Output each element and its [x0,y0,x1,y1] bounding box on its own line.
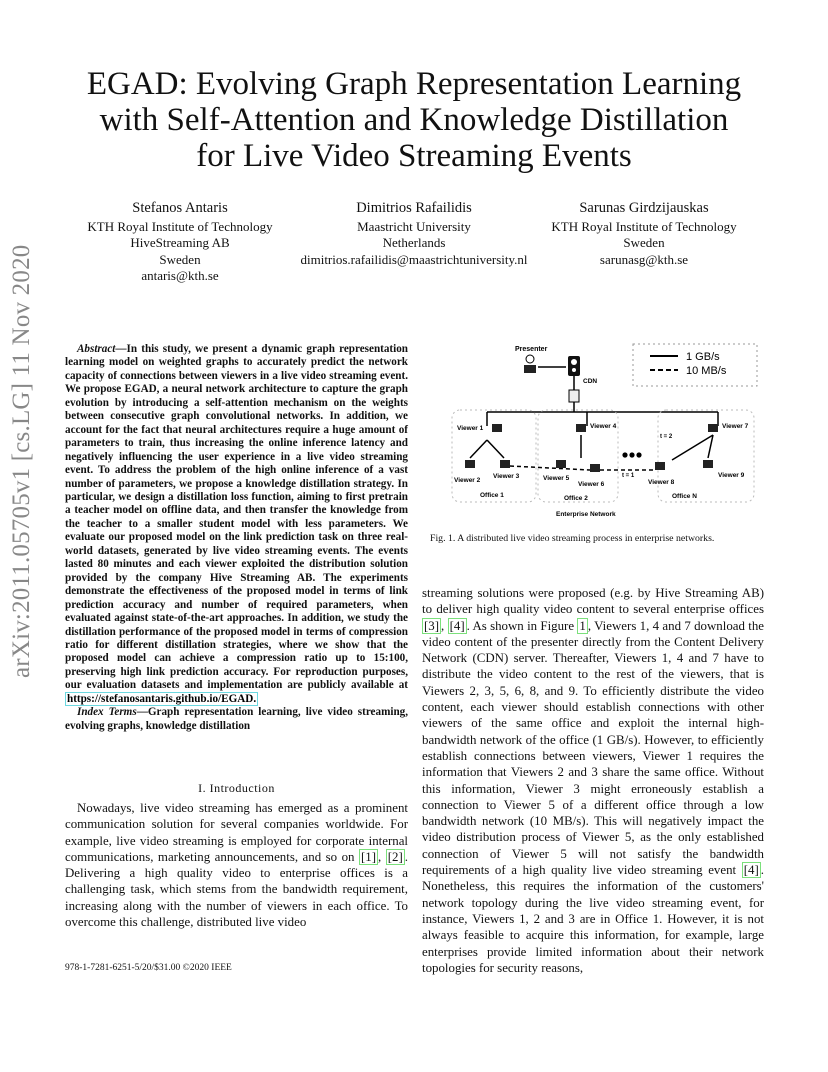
abstract [65,343,408,733]
body-text: . Nonetheless, this requires the information of the customers' network topology during the live video streaming event, for instance, Viewers 1, 2 and 3 are in Office 1. However, it is not always feasible to acquire this information, for example, large enterprises provide limited information about their network topologies for security reasons, [422,863,764,975]
office-label: Office 1 [480,492,504,499]
citation-link[interactable]: [2] [387,849,403,864]
author-email: antaris@kth.se [141,268,219,283]
body-text: , Viewers 1, 4 and 7 download the video content of the presenter directly from the Content Delivery Network (CDN) server. Thereafter, Viewers 1, 4 and 7 have to distribute the video content to the rest of the viewers, that is Viewers 2, 3, 5, 6, 8, and 9. To efficiently distribute the video content, each viewer should establish connections with other viewers of the same office and exploit the internal high-bandwidth network of the office (1 GB/s). However, to efficiently establish connections between viewers, Viewer 1 requires the information that Viewers 2 and 3 share the same office. Without this information, Viewer 3 might erroneously establish a connection to Viewer 5 of a different office through a low bandwidth network (10 MB/s). This will negatively impact the video distribution process of Viewer 5, as the only established connection of Viewer 5 will not satisfy the bandwidth requirements of a high quality live video streaming event [422,618,764,878]
viewer-label: Viewer 3 [493,473,520,480]
viewer-label: Viewer 2 [454,477,481,484]
author-name: Stefanos Antaris [132,200,228,216]
viewer-computer-icon [590,464,600,472]
body-text: . As shown in Figure [466,618,578,633]
viewer-label: Viewer 1 [457,425,484,432]
author-block [294,200,534,268]
viewer-label: Viewer 6 [578,481,605,488]
paper-title [40,66,788,174]
title-line: with Self-Attention and Knowledge Distillation [99,102,729,138]
author-block [534,200,754,268]
index-terms-label: Index Terms [77,706,137,719]
office1-link [470,440,487,458]
figure-caption: Fig. 1. A distributed live video streaming process in enterprise networks. [430,533,715,544]
time-label: t = 2 [660,434,673,440]
body-text: . Delivering a high quality video to enterprise offices is a challenging task, which stems from the bandwidth requirement, increasing along with the number of viewers in each office. To overcome this challenge, distributed live video [65,849,408,930]
viewer-label: Viewer 4 [590,423,617,430]
ellipsis-dot [622,452,627,457]
camera-icon [568,356,580,376]
abstract-text: —In this study, we present a dynamic graph representation learning model on weighted graphs to accurately predict the network capacity of connections between viewers in a live video streaming event. We propose EGAD, a neural network architecture to capture the graph evolution by introducing a self-attention mechanism on the weights between consecutive graph convolutional networks. In addition, we account for the fact that neural architectures require a huge amount of parameters to train, thus increasing the online inference latency and negatively influencing the user experience in a live video streaming event. To address the problem of the high online inference of a vast number of parameters, we propose a knowledge distillation strategy. In particular, we design a distillation loss function, aiming to first pretrain a teacher model on offline data, and then transfer the knowledge from the teacher to a smaller student model with less parameters. We evaluate our proposed model on the link prediction task on three real-world datasets, generated by live video streaming events. The events lasted 80 minutes and each viewer exploited the distribution solution provided by the company Hive Streaming AB. The experiments demonstrate the effectiveness of the proposed model in terms of link prediction accuracy and number of required parameters, when evaluated against state-of-the-art approaches. In addition, we study the distillation performance of the proposed model in terms of compression ratio for different distillation strategies, where we show that the proposed model can achieve a compression ratio up to 15:100, preserving high link prediction accuracy. For reproduction purposes, our evaluation datasets and implementation are publicly available at [65,343,408,692]
viewer-label: Viewer 8 [648,479,675,486]
cdn-label: CDN [583,378,598,385]
legend-solid-label: 1 GB/s [686,351,720,363]
section-heading: I. Introduction [198,781,275,795]
viewer-label: Viewer 7 [722,423,749,430]
citation-link[interactable]: [1] [360,849,377,864]
figure-link[interactable]: 1 [579,618,586,633]
author-affiliation: HiveStreaming AB [130,235,230,250]
viewer-computer-icon [500,460,510,468]
office-label: Office 2 [564,495,588,502]
citation-link[interactable]: [4] [743,863,759,878]
author-name: Dimitrios Rafailidis [356,200,472,216]
viewer-computer-icon [708,424,718,432]
cross-office-link [510,466,590,470]
viewer-label: Viewer 9 [718,472,745,479]
author-country: Sweden [623,235,665,250]
author-affiliation: KTH Royal Institute of Technology [551,218,737,234]
ellipsis-dot [629,452,634,457]
author-affiliation: KTH Royal Institute of Technology [87,218,273,234]
author-name: Sarunas Girdzijauskas [579,200,709,216]
body-text: , [441,618,448,633]
officeN-link [672,435,713,460]
viewer-computer-icon [492,424,502,432]
cdn-server-icon [569,390,579,402]
author-email: sarunasg@kth.se [599,251,689,267]
legend-dashed-label: 10 MB/s [686,365,727,377]
citation-link[interactable]: [3] [424,618,440,633]
citation-link[interactable]: [4] [449,618,465,633]
ellipsis-dot [636,452,641,457]
arxiv-stamp: arXiv:2011.05705v1 [cs.LG] 11 Nov 2020 [8,244,35,678]
viewer-computer-icon [655,462,665,470]
office-label: Office N [672,493,697,500]
presenter-label: Presenter [515,346,548,353]
index-terms: —Graph representation learning, live video streaming, evolving graphs, knowledge distillation [65,706,409,732]
viewer-computer-icon [465,460,475,468]
author-country: Netherlands [382,235,446,250]
viewer-computer-icon [556,460,566,468]
presenter-icon [524,355,536,373]
title-line: EGAD: Evolving Graph Representation Learning [86,66,742,102]
office1-link [487,440,504,458]
abstract-label: Abstract [77,343,116,355]
author-email: dimitrios.rafailidis@maastrichtuniversity.nl [300,251,528,267]
office-1-box [452,410,536,502]
network-figure [450,340,760,520]
body-text: streaming solutions were proposed (e.g. by Hive Streaming AB) to deliver high quality video content to several enterprise offices [422,586,764,617]
body-text: , [378,849,386,864]
intro-right-column [422,585,764,976]
body-text: Nowadays, live video streaming has emerged as a prominent communication solution for several companies worldwide. For example, live video streaming is employed for corporate internal communications, marketing announcements, and so on [65,801,408,864]
author-block [70,200,290,285]
author-country: Sweden [159,251,201,267]
title-line: for Live Video Streaming Events [196,138,632,174]
viewer-label: Viewer 5 [543,475,570,482]
author-affiliation: Maastricht University [357,218,471,234]
viewer-computer-icon [703,460,713,468]
time-label: t = 1 [622,473,635,479]
dataset-link[interactable]: https://stefanosantaris.github.io/EGAD. [67,692,257,705]
intro-left-column [65,800,408,930]
viewer-computer-icon [576,424,586,432]
copyright-footer: 978-1-7281-6251-5/20/$31.00 ©2020 IEEE [65,963,232,973]
enterprise-label: Enterprise Network [556,511,616,518]
